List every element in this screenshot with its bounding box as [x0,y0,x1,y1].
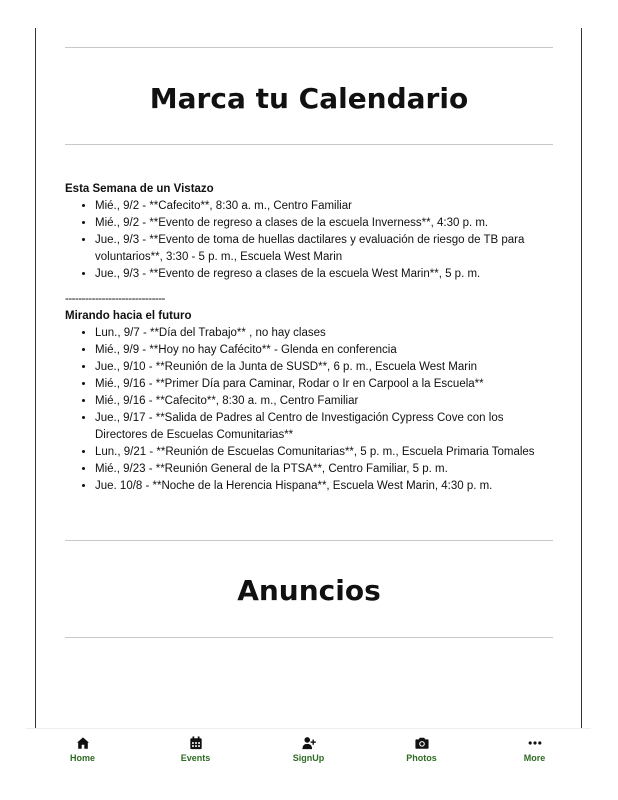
nav-more-label: More [523,753,546,763]
page-border-left [35,28,36,734]
list-item: • Mié., 9/16 - **Cafecito**, 8:30 a. m., Centro Familiar [95,393,555,410]
home-icon [76,736,90,750]
list-item: • Jue., 9/10 - **Reunión de la Junta de SUSD**, 6 p. m., Escuela West Marin [95,359,555,376]
text-divider: ------------------------------ [65,293,165,305]
list-item: • Jue. 10/8 - **Noche de la Herencia Hispana**, Escuela West Marin, 4:30 p. m. [95,478,555,495]
nav-signup-label: SignUp [292,753,325,763]
nav-more[interactable] [478,729,591,773]
list-item: • Jue., 9/3 - **Evento de regreso a clases de la escuela West Marin**, 5 p. m. [95,266,555,283]
list-item: • Mié., 9/2 - **Evento de regreso a clases de la escuela Inverness**, 4:30 p. m. [95,215,555,232]
divider-above-announcements [65,540,553,541]
add-user-icon [302,736,316,750]
this-week-title: Esta Semana de un Vistazo [65,183,214,195]
divider-top [65,47,553,48]
nav-events[interactable] [139,729,252,773]
divider-under-announcements [65,637,553,638]
list-item: • Mié., 9/9 - **Hoy no hay Cafécito** - Glenda en conferencia [95,342,555,359]
list-item: • Mié., 9/2 - **Cafecito**, 8:30 a. m., Centro Familiar [95,198,555,215]
list-item: • Mié., 9/16 - **Primer Día para Caminar, Rodar o Ir en Carpool a la Escuela** [95,376,555,393]
calendar-content [65,181,555,495]
future-title: Mirando hacia el futuro [65,310,192,322]
list-item: • Lun., 9/7 - **Día del Trabajo** , no hay clases [95,325,555,342]
list-item: • Jue., 9/17 - **Salida de Padres al Centro de Investigación Cypress Cove con los Directores de Escuelas Comunitarias** [95,410,555,444]
nav-signup[interactable] [252,729,365,773]
camera-icon [415,736,429,750]
nav-photos-label: Photos [406,753,437,763]
announcements-heading: Anuncios [237,574,381,607]
bottom-navigation [26,728,591,773]
nav-home-label: Home [69,753,95,763]
more-dots-icon [528,736,542,750]
future-list [65,325,555,495]
divider-under-calendar-heading [65,144,553,145]
nav-photos[interactable] [365,729,478,773]
list-item: • Mié., 9/23 - **Reunión General de la PTSA**, Centro Familiar, 5 p. m. [95,461,555,478]
this-week-list [65,198,555,283]
nav-home[interactable] [26,729,139,773]
calendar-icon [189,736,203,750]
list-item: • Jue., 9/3 - **Evento de toma de huellas dactilares y evaluación de riesgo de TB para voluntarios**, 3:30 - 5 p. m., Escuela West Marin [95,232,555,266]
calendar-heading: Marca tu Calendario [149,82,469,115]
page-border-right [581,28,582,734]
list-item: • Lun., 9/21 - **Reunión de Escuelas Comunitarias**, 5 p. m., Escuela Primaria Tomales [95,444,555,461]
nav-events-label: Events [180,753,211,763]
